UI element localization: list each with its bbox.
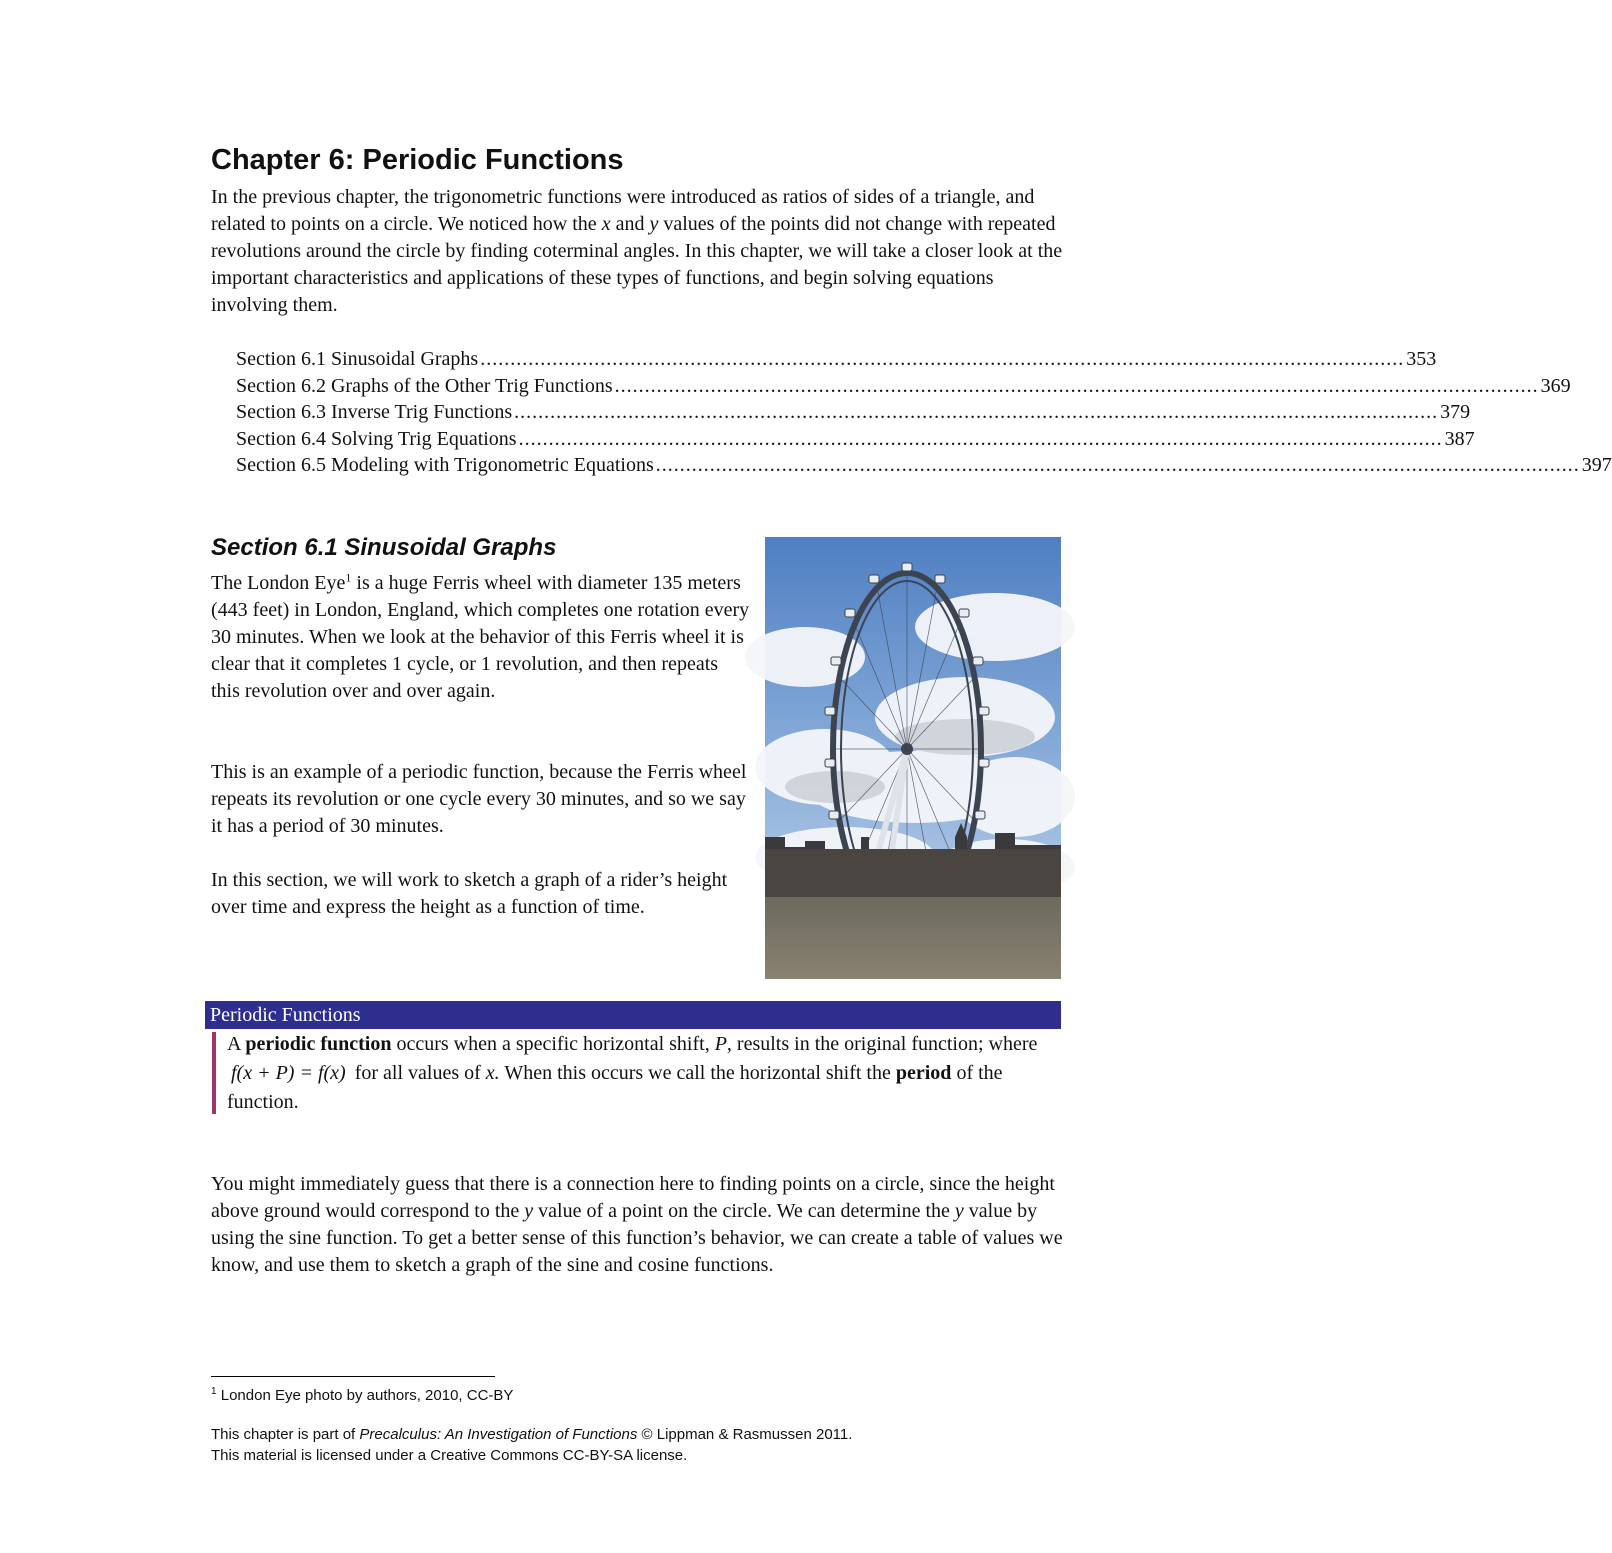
definition-body: A periodic function occurs when a specific horizontal shift, P, results in the original function; where f(x + P) = f(x) for all values of x. When this occurs we call the horizontal shift the period of the function. (227, 1033, 1038, 1113)
license-notice: This chapter is part of Precalculus: An Investigation of Functions © Lippman & Rasmussen 2011. This material is licensed under a Creative Commons CC-BY-SA license. (211, 1426, 853, 1464)
section-title: Section 6.1 Sinusoidal Graphs (211, 534, 557, 561)
periodic-formula: f(x + P) = f(x) (231, 1062, 346, 1084)
toc-entry-6-1[interactable]: Section 6.1 Sinusoidal Graphs .......................................................................................................................................................... 353 (236, 348, 1437, 370)
footnote-ref[interactable]: 1 (345, 570, 352, 585)
toc-entry-6-4[interactable]: Section 6.4 Solving Trig Equations .......................................................................................................................................................... 387 (236, 427, 1475, 450)
table-of-contents (236, 346, 1612, 479)
london-eye-photo (765, 537, 1061, 979)
london-eye-paragraph: The London Eye$^1$ is a huge Ferris wheel with diameter 135 meters (443 feet) in London, England, which completes one rotation every 30 minutes. When we look at the behavior of this Ferris wheel it is clear that it completes 1 cycle, or 1 revolution, and then repeats this revolution over and over again. (211, 570, 750, 702)
chapter-title: Chapter 6: Periodic Functions (211, 144, 624, 176)
chapter-intro: In the previous chapter, the trigonometric functions were introduced as ratios of sides of a triangle, and related to points on a circle. We noticed how the x and y values of the points did not change with repeated revolutions around the circle by finding coterminal angles. In this chapter, we will take a closer look at the important characteristics and applications of these types of functions, and begin solving equations involving them. (211, 186, 1063, 316)
definition-header: Periodic Functions (205, 1001, 1061, 1029)
periodic-example-paragraph: This is an example of a periodic function, because the Ferris wheel repeats its revolution or one cycle every 30 minutes, and so we say it has a period of 30 minutes. (211, 761, 747, 837)
sine-connection-paragraph: You might immediately guess that there is a connection here to finding points on a circle, since the height above ground would correspond to the y value of a point on the circle. We can determine the y value by using the sine function. To get a better sense of this function’s behavior, we can create a table of values we know, and use them to sketch a graph of the sine and cosine functions. (211, 1173, 1063, 1276)
definition-accent-bar (212, 1032, 216, 1114)
toc-entry-6-2[interactable]: Section 6.2 Graphs of the Other Trig Functions .......................................................................................................................................................... 369 (236, 374, 1571, 397)
footnote-divider (211, 1376, 495, 1377)
toc-entry-6-5[interactable]: Section 6.5 Modeling with Trigonometric Equations .......................................................................................................................................................... 397 (236, 454, 1612, 477)
section-goal-paragraph: In this section, we will work to sketch a graph of a rider’s height over time and express the height as a function of time. (211, 869, 728, 918)
footnote: $^1$ London Eye photo by authors, 2010, CC-BY (211, 1386, 514, 1404)
toc-entry-6-3[interactable]: Section 6.3 Inverse Trig Functions .......................................................................................................................................................... 379 (236, 401, 1471, 424)
